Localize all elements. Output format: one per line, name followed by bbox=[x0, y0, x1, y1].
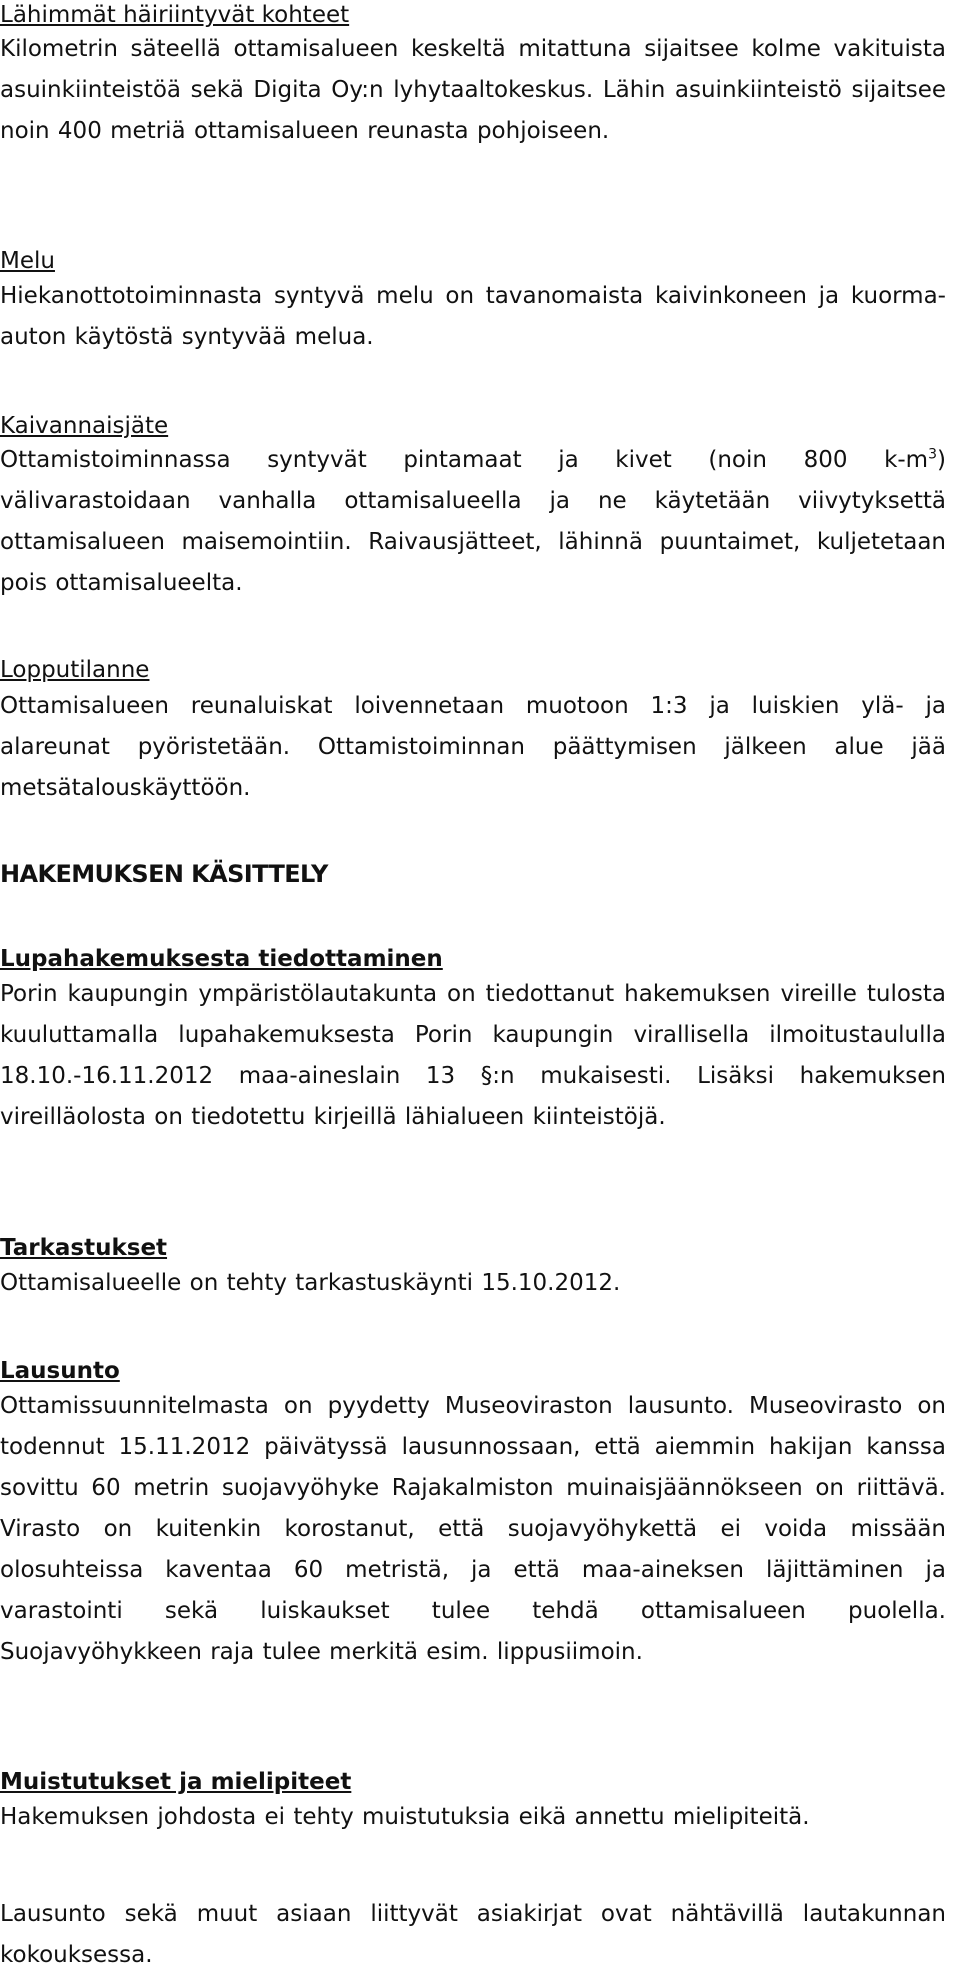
kaivannaisjate-text-part1: Ottamistoiminnassa syntyvät pintamaat ja kivet (noin 800 k-m bbox=[0, 447, 929, 473]
paragraph-tarkastukset: Ottamisalueelle on tehty tarkastuskäynti 15.10.2012. bbox=[0, 1270, 621, 1296]
paragraph-nahtavilla: Lausunto sekä muut asiaan liittyvät asiakirjat ovat nähtävillä lautakunnan kokouksessa. bbox=[0, 1901, 946, 1968]
paragraph-lopputilanne: Ottamisalueen reunaluiskat loivennetaan muotoon 1:3 ja luiskien ylä- ja alareunat pyöristetään. Ottamistoiminnan päättymisen jälkeen alue jää metsätalouskäyttöön. bbox=[0, 693, 946, 801]
cubic-superscript: 3 bbox=[928, 446, 938, 463]
kaivannaisjate-text-part2: ) välivarastoidaan vanhalla ottamisalueella ja ne käytetään viivytyksettä ottamisalueen maisemointiin. Raivausjätteet, lähinnä puuntaimet, kuljetetaan pois ottamisalueelta. bbox=[0, 447, 946, 596]
paragraph-lausunto: Ottamissuunnitelmasta on pyydetty Museoviraston lausunto. Museovirasto on todennut 15.11.2012 päivätyssä lausunnossaan, että aiemmin hakijan kanssa sovittu 60 metrin suojavyöhyke Rajakalmiston muinaisjäännökseen on riittävä. Virasto on kuitenkin korostanut, että suojavyöhykettä ei voida missään olosuhteissa kaventaa 60 metristä, ja että maa-aineksen läjittäminen ja varastointi sekä luiskaukset tulee tehdä ottamisalueen puolella. Suojavyöhykkeen raja tulee merkitä esim. lippusiimoin. bbox=[0, 1393, 946, 1665]
heading-tarkastukset: Tarkastukset bbox=[0, 1235, 168, 1261]
paragraph-kaivannaisjate bbox=[0, 440, 946, 604]
paragraph-lupahakemuksesta-tiedottaminen: Porin kaupungin ympäristölautakunta on tiedottanut hakemuksen vireille tulosta kuuluttamalla lupahakemuksesta Porin kaupungin virallisella ilmoitustaululla 18.10.-16.11.2012 maa-aineslain 13 §:n mukaisesti. Lisäksi hakemuksen vireilläolosta on tiedotettu kirjeillä lähialueen kiinteistöjä. bbox=[0, 981, 946, 1130]
chapter-heading-hakemuksen-kasittely: HAKEMUKSEN KÄSITTELY bbox=[0, 860, 328, 888]
heading-lopputilanne: Lopputilanne bbox=[0, 657, 150, 683]
heading-lausunto: Lausunto bbox=[0, 1358, 120, 1384]
paragraph-melu: Hiekanottotoiminnasta syntyvä melu on tavanomaista kaivinkoneen ja kuorma-auton käytöstä syntyvää melua. bbox=[0, 283, 946, 350]
heading-muistutukset-ja-mielipiteet: Muistutukset ja mielipiteet bbox=[0, 1769, 352, 1795]
paragraph-muistutukset-ja-mielipiteet: Hakemuksen johdosta ei tehty muistutuksia eikä annettu mielipiteitä. bbox=[0, 1804, 810, 1830]
heading-melu: Melu bbox=[0, 248, 55, 274]
heading-kaivannaisjate: Kaivannaisjäte bbox=[0, 413, 169, 439]
paragraph-hairiintyvat-kohteet: Kilometrin säteellä ottamisalueen keskeltä mitattuna sijaitsee kolme vakituista asuinkiinteistöä sekä Digita Oy:n lyhytaaltokeskus. Lähin asuinkiinteistö sijaitsee noin 400 metriä ottamisalueen reunasta pohjoiseen. bbox=[0, 36, 946, 144]
heading-hairiintyvat-kohteet: Lähimmät häiriintyvät kohteet bbox=[0, 2, 350, 28]
heading-lupahakemuksesta-tiedottaminen: Lupahakemuksesta tiedottaminen bbox=[0, 946, 443, 972]
